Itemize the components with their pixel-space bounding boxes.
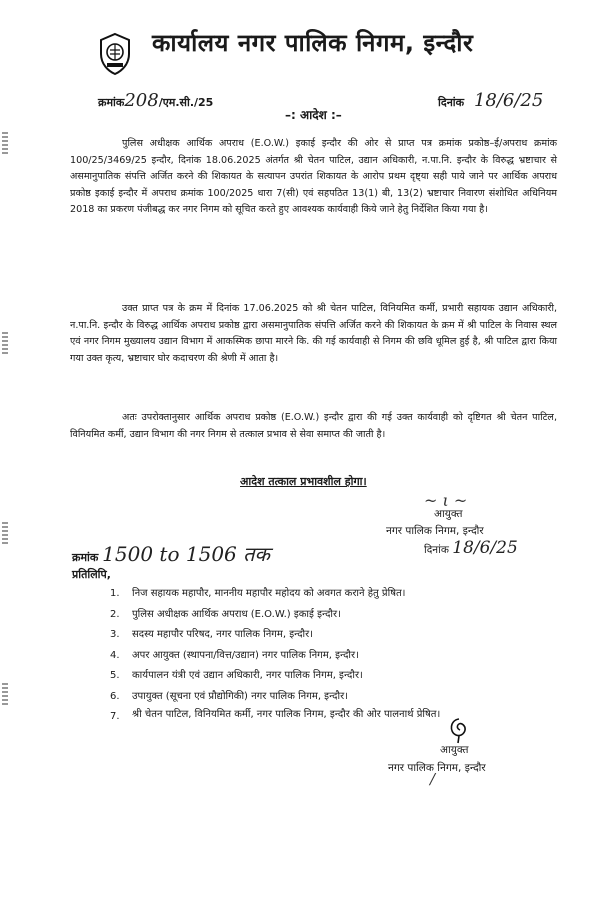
signature-title: आयुक्त [434,508,463,520]
signature-date-label: दिनांक [424,544,449,556]
reference-handwritten-number: 208 [124,90,159,111]
punch-mark [2,132,8,154]
paragraph-3 [70,410,557,443]
list-item: 4. अपर आयुक्त (स्थापना/वित्त/उद्यान) नगर पालिक निगम, इन्दौर। [110,649,359,661]
reference-number [98,90,213,111]
copy-heading: प्रतिलिपि, [72,568,111,581]
signature-mark: ~ ι ~ [424,491,468,510]
paragraph-text: उक्त प्राप्त पत्र के क्रम में दिनांक 17.06.2025 को श्री चेतन पाटिल, विनियमित कर्मी, प्रभारी सहायक उद्यान अधिकारी, न.पा.नि. इन्दौर के विरुद्ध आर्थिक अपराध प्रकोष्ठ द्वारा असमानुपातिक संपत्ति अर्जित करने की शिकायत के क्रम में श्री पाटिल के निवास स्थल एवं नगर निगम मुख्यालय उद्यान विभाग में आकस्मिक छापा मारने कि. की गई कार्यवाही से निगम की छवि धूमिल हुई है, श्री पाटिल द्वारा किया गया उक्त कृत्य, भ्रष्टाचार घोर कदाचरण की श्रेणी में आता है। [70,303,557,364]
copy-number-handwritten: 1500 to 1506 तक [102,542,270,566]
signature-mark: / [430,770,436,788]
list-item: 2. पुलिस अधीक्षक आर्थिक अपराध (E.O.W.) इकाई इन्दौर। [110,608,341,620]
paragraph-text: अतः उपरोक्तानुसार आर्थिक अपराध प्रकोष्ठ (E.O.W.) इन्दौर द्वारा की गई उक्त कार्यवाही को दृष्टिगत श्री चेतन पाटिल, विनियमित कर्मी, उद्यान विभाग की नगर निगम से तत्काल प्रभाव से सेवा समाप्त की जाती है। [70,412,557,440]
order-date [438,90,543,111]
reference-suffix: /एम.सी./25 [158,96,214,109]
signature-scribble-icon [446,716,472,744]
office-title: कार्यालय नगर पालिक निगम, इन्दौर [152,29,474,57]
punch-mark [2,683,8,705]
signature-title: आयुक्त [440,744,469,756]
signature-date [424,538,518,558]
date-label: दिनांक [438,96,465,109]
signature-org: नगर पालिक निगम, इन्दौर [386,525,484,537]
paragraph-2 [70,301,557,367]
reference-prefix: क्रमांक [98,96,125,109]
signature-date-handwritten: 18/6/25 [452,538,518,558]
copy-number-prefix: क्रमांक [72,551,99,564]
signature-org: नगर पालिक निगम, इन्दौर [388,762,486,774]
list-item: 6. उपायुक्त (सूचना एवं प्रौद्योगिकी) नगर पालिक निगम, इन्दौर। [110,690,348,702]
list-item: 3. सदस्य महापौर परिषद, नगर पालिक निगम, इन्दौर। [110,629,313,640]
punch-mark [2,332,8,354]
paragraph-1 [70,136,557,219]
punch-mark [2,522,8,544]
order-heading: –: आदेश :– [285,108,342,122]
date-handwritten: 18/6/25 [473,90,544,111]
copy-list [110,584,550,723]
list-item: 1. निज सहायक महापौर, माननीय महापौर महोदय को अवगत कराने हेतु प्रेषित। [110,588,406,599]
list-item: 5. कार्यपालन यंत्री एवं उद्यान अधिकारी, नगर पालिक निगम, इन्दौर। [110,670,363,681]
copy-number [72,540,270,567]
municipal-emblem-icon [98,32,132,76]
list-item: 7. श्री चेतन पाटिल, विनियमित कर्मी, नगर पालिक निगम, इन्दौर की ओर पालनार्थ प्रेषित। [110,709,441,722]
effective-line: आदेश तत्काल प्रभावशील होगा। [240,475,367,488]
paragraph-text: पुलिस अधीक्षक आर्थिक अपराध (E.O.W.) इकाई इन्दौर की ओर से प्राप्त पत्र क्रमांक प्रकोष्ठ–ई/अपराध क्रमांक 100/25/3469/25 इन्दौर, दिनांक 18.06.2025 अंतर्गत श्री चेतन पाटिल, उद्यान अधिकारी, न.पा.नि. इन्दौर के विरुद्ध भ्रष्टाचार से असमानुपातिक संपत्ति अर्जित करने की शिकायत के सत्यापन उपरांत शिकायत के आरोप प्रथम दृष्ट्या सही पाये जाने पर आर्थिक अपराध प्रकोष्ठ इकाई इन्दौर में अपराध क्रमांक 100/2025 धारा 7(सी) एवं सहपठित 13(1) बी, 13(2) भ्रष्टाचार निवारण संशोधित अधिनियम 2018 का प्रकरण पंजीबद्ध कर नगर निगम को सूचित करते हुए आवश्यक कार्यवाही किये जाने हेतु निर्देशित किया गया है। [70,138,557,216]
